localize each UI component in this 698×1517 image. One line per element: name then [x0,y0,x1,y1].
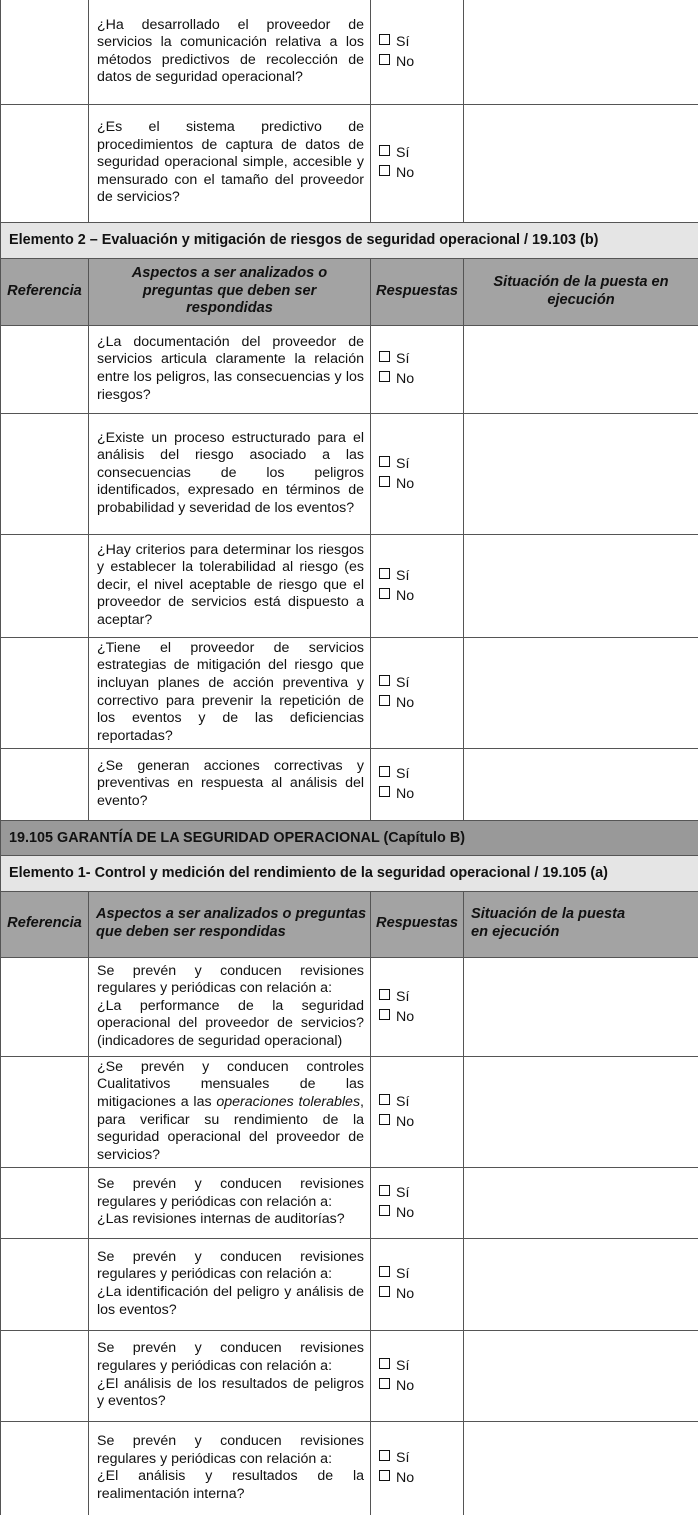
question-cell [89,1167,371,1238]
option-yes-label: Sí [396,145,410,161]
question-cell [89,104,371,222]
option-yes-label: Sí [396,567,410,584]
status-cell[interactable] [464,1167,698,1238]
question-cell [89,325,371,413]
table-row [1,534,698,637]
option-no-label: No [396,1470,415,1487]
question-text: Se prevén y conducen revisiones regulares y periódicas con relación a: ¿Las revisiones internas de auditorías? [97,1176,364,1228]
question-cell [89,0,371,104]
question-text: Se prevén y conducen revisiones regulares y periódicas con relación a: ¿La identificación del peligro y análisis de los eventos? [97,1248,364,1318]
reference-cell [1,325,89,413]
header-answers: Respuestas [371,258,464,325]
checkbox-yes[interactable] [379,1450,390,1461]
header-aspects: Aspectos a ser analizados o preguntas que deben ser respondidas [89,258,371,325]
reference-cell [1,1167,89,1238]
checkbox-no[interactable] [379,165,390,176]
answer-cell [371,1167,464,1238]
option-yes[interactable] [379,349,463,369]
question-text: Se prevén y conducen revisiones regulares y periódicas con relación a: ¿La performance de la seguridad operacional del proveedor de servicios? (indicadores de seguridad operacional) [97,962,364,1049]
option-yes-label: Sí [396,1266,410,1282]
option-no-label: No [396,1377,415,1394]
header-status: Situación de la puesta en ejecución [464,891,698,957]
reference-cell [1,637,89,748]
reference-cell [1,104,89,222]
option-no[interactable] [379,52,463,72]
question-cell [89,748,371,820]
checkbox-no[interactable] [379,1470,390,1481]
header-aspects: Aspectos a ser analizados o preguntas que deben ser respondidas [89,891,371,957]
option-no-label: No [396,1008,415,1025]
question-cell [89,1421,371,1515]
checkbox-no[interactable] [379,371,390,382]
option-no[interactable] [379,1376,463,1396]
table-row [1,1330,698,1421]
table-row [1,0,698,104]
option-yes-label: Sí [396,1450,410,1467]
table-row [1,1056,698,1167]
option-no[interactable] [379,1007,463,1027]
checkbox-yes[interactable] [379,1266,390,1277]
table-row [1,413,698,534]
question-text: ¿Hay criterios para determinar los riesgos y establecer la tolerabilidad al riesgo (es decir, el nivel aceptable de riesgo que el proveedor de servicios está dispuesto a aceptar? [97,541,364,628]
answer-cell [371,1421,464,1515]
table-row [1,1421,698,1515]
reference-cell [1,0,89,104]
question-text: ¿Tiene el proveedor de servicios estrategias de mitigación del riesgo que incluyan planes de acción preventiva y correctivo para prevenir la repetición de los eventos y de las deficiencias reportadas? [97,639,364,744]
option-no[interactable] [379,474,463,494]
option-yes[interactable] [379,32,463,52]
reference-cell [1,1056,89,1167]
reference-cell [1,1238,89,1330]
checkbox-yes[interactable] [379,766,390,777]
status-cell[interactable] [464,104,698,222]
status-cell[interactable] [464,1056,698,1167]
option-yes[interactable] [379,1448,463,1468]
question-cell [89,534,371,637]
header-answers: Respuestas [371,891,464,957]
element-band [1,855,698,891]
checkbox-no[interactable] [379,588,390,599]
option-no[interactable] [379,1203,463,1223]
table-row [1,957,698,1056]
option-no-label: No [396,786,415,802]
checkbox-yes[interactable] [379,989,390,1000]
status-cell[interactable] [464,637,698,748]
status-cell[interactable] [464,1238,698,1330]
checkbox-no[interactable] [379,1205,390,1216]
option-yes[interactable] [379,454,463,474]
answer-cell [371,1238,464,1330]
answer-cell [371,1330,464,1421]
option-no[interactable] [379,163,463,183]
option-yes-label: Sí [396,455,410,472]
option-yes[interactable] [379,1356,463,1376]
option-yes[interactable] [379,1092,463,1112]
option-no-label: No [396,371,415,387]
checkbox-yes[interactable] [379,568,390,579]
question-text: ¿Ha desarrollado el proveedor de servicios la comunicación relativa a los métodos predictivos de recolección de datos de seguridad operacional? [97,16,364,86]
reference-cell [1,1421,89,1515]
answer-cell [371,413,464,534]
reference-cell [1,1330,89,1421]
reference-cell [1,957,89,1056]
section-19105-title: 19.105 GARANTÍA DE LA SEGURIDAD OPERACIONAL (Capítulo B) [1,820,698,855]
element-2-title: Elemento 2 – Evaluación y mitigación de riesgos de seguridad operacional / 19.103 (b) [1,222,698,258]
answer-cell [371,0,464,104]
option-yes[interactable] [379,764,463,784]
checkbox-yes[interactable] [379,456,390,467]
answer-cell [371,748,464,820]
checkbox-no[interactable] [379,1009,390,1020]
option-no[interactable] [379,1468,463,1488]
option-yes[interactable] [379,566,463,586]
header-reference: Referencia [1,258,89,325]
table-row [1,104,698,222]
answer-cell [371,104,464,222]
option-yes-label: Sí [396,674,410,691]
reference-cell [1,748,89,820]
option-no-label: No [396,1204,415,1221]
option-no-label: No [396,475,415,492]
status-cell[interactable] [464,0,698,104]
table-row [1,1167,698,1238]
reference-cell [1,413,89,534]
question-text: ¿La documentación del proveedor de servicios articula claramente la relación entre los peligros, las consecuencias y los riesgos? [97,333,364,403]
option-no[interactable] [379,1284,463,1304]
answer-cell [371,637,464,748]
question-text: ¿Es el sistema predictivo de procedimientos de captura de datos de seguridad operacional simple, accesible y mensurado con el tamaño del proveedor de servicios? [97,119,364,206]
header-status: Situación de la puesta en ejecución [464,258,698,325]
status-cell[interactable] [464,1421,698,1515]
reference-cell [1,534,89,637]
option-yes-label: Sí [396,988,410,1005]
option-no[interactable] [379,693,463,713]
option-no-label: No [396,53,415,70]
option-no[interactable] [379,784,463,804]
checkbox-yes[interactable] [379,351,390,362]
question-text: Se prevén y conducen revisiones regulares y periódicas con relación a: ¿El análisis y resultados de la realimentación interna? [97,1433,364,1502]
checkbox-yes[interactable] [379,1185,390,1196]
option-no[interactable] [379,369,463,389]
answer-cell [371,957,464,1056]
answer-cell [371,325,464,413]
answer-cell [371,534,464,637]
question-text: ¿Se generan acciones correctivas y preventivas en respuesta al análisis del evento? [97,757,364,809]
checkbox-no[interactable] [379,1378,390,1389]
option-no-label: No [396,1286,415,1302]
status-cell[interactable] [464,325,698,413]
table-header [1,891,698,957]
question-cell [89,637,371,748]
status-cell[interactable] [464,534,698,637]
checkbox-yes[interactable] [379,1094,390,1105]
element-1-title: Elemento 1- Control y medición del rendimiento de la seguridad operacional / 19.105 (a) [1,855,698,891]
option-yes[interactable] [379,1183,463,1203]
checkbox-no[interactable] [379,695,390,706]
checkbox-no[interactable] [379,1114,390,1125]
question-text: ¿Existe un proceso estructurado para el análisis del riesgo asociado a las consecuencias de los peligros identificados, expresado en términos de probabilidad y severidad de los eventos? [97,429,364,516]
table-row [1,325,698,413]
table-row [1,1238,698,1330]
answer-cell [371,1056,464,1167]
checkbox-no[interactable] [379,1286,390,1297]
element-band [1,222,698,258]
status-cell[interactable] [464,748,698,820]
section-band [1,820,698,855]
header-reference: Referencia [1,891,89,957]
option-no[interactable] [379,586,463,606]
checkbox-yes[interactable] [379,675,390,686]
option-yes-label: Sí [396,351,410,367]
option-yes[interactable] [379,673,463,693]
option-yes-label: Sí [396,766,410,782]
status-cell[interactable] [464,957,698,1056]
option-no-label: No [396,165,415,181]
question-cell [89,1330,371,1421]
option-yes-label: Sí [396,1184,410,1201]
table-header [1,258,698,325]
question-cell [89,413,371,534]
checkbox-no[interactable] [379,54,390,65]
question-cell [89,1056,371,1167]
table-row [1,748,698,820]
checkbox-yes[interactable] [379,145,390,156]
question-text: ¿Se prevén y conducen controles Cualitativos mensuales de las mitigaciones a las operaciones tolerables, para verificar su rendimiento de la seguridad operacional del proveedor de servicios? [97,1058,364,1163]
option-yes-label: Sí [396,1093,410,1110]
option-yes[interactable] [379,987,463,1007]
table-row [1,637,698,748]
question-cell [89,957,371,1056]
emphasis-text: operaciones tolerables [216,1093,361,1110]
checkbox-yes[interactable] [379,1358,390,1369]
option-yes-label: Sí [396,33,410,50]
question-cell [89,1238,371,1330]
option-no[interactable] [379,1112,463,1132]
status-cell[interactable] [464,413,698,534]
option-no-label: No [396,694,415,711]
checkbox-no[interactable] [379,786,390,797]
option-no-label: No [396,1113,415,1130]
option-no-label: No [396,587,415,604]
checkbox-no[interactable] [379,476,390,487]
question-text: Se prevén y conducen revisiones regulares y periódicas con relación a: ¿El análisis de los resultados de peligros y eventos? [97,1340,364,1410]
status-cell[interactable] [464,1330,698,1421]
option-yes[interactable] [379,143,463,163]
option-yes-label: Sí [396,1357,410,1374]
checkbox-yes[interactable] [379,34,390,45]
option-yes[interactable] [379,1264,463,1284]
